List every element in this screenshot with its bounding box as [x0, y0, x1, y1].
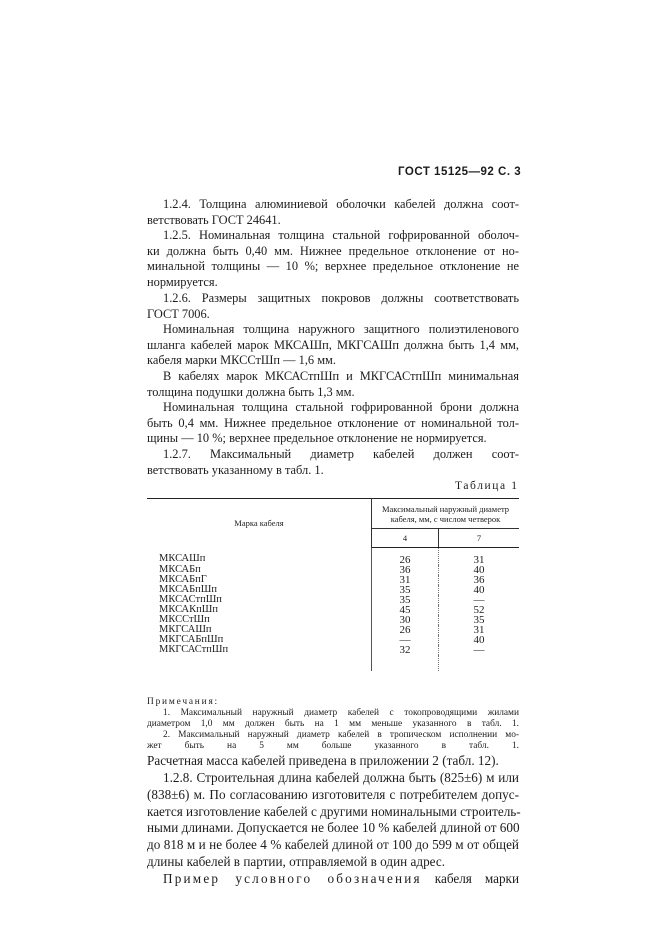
cell-value-4: 35: [372, 595, 439, 605]
text-line: кабеля марки МКССтШп — 1,6 мм.: [147, 353, 336, 368]
cell-value-4: 31: [372, 575, 439, 585]
cell-value-4: —: [372, 635, 439, 645]
text-line: 1.2.5. Номинальная толщина стальной гофрированной оболоч-: [163, 228, 519, 242]
example-tail: кабеля марки: [434, 871, 520, 886]
text-line: щины — 10 %; верхнее предельное отклонение не нормируется.: [147, 431, 487, 446]
text-line: нормируется.: [147, 274, 218, 289]
cell-brand: МКСАБпШп: [147, 585, 372, 595]
cell-brand: МКГСАБпШп: [147, 635, 372, 645]
table-notes: [147, 697, 519, 752]
column-header-diameter: Максимальный наружный диаметр кабеля, мм, с числом четверок: [372, 499, 520, 529]
paragraph-1-2-4: [147, 197, 519, 228]
text-line: ными длинами. Допускается не более 10 % кабелей длиной от 600: [147, 820, 520, 836]
text-line: до 818 м и не более 4 % кабелей длиной от 100 до 599 м от общей: [147, 837, 519, 853]
paragraph-1-2-6: [147, 291, 519, 322]
cell-value-4: 26: [372, 547, 439, 565]
cell-value-7: 35: [473, 613, 485, 626]
paragraph-armor-thickness: [147, 400, 519, 447]
cell-brand: МКГСАШп: [147, 625, 372, 635]
cell-value-4: 26: [372, 625, 439, 635]
text-line: Номинальная толщина стальной гофрированной брони должна: [163, 400, 519, 414]
text-line: 1.2.7. Максимальный диаметр кабелей должен соот-: [163, 447, 519, 461]
cell-value-4: 30: [372, 615, 439, 625]
cell-value-7: 40: [473, 633, 485, 646]
table-row-spacer: [147, 655, 519, 671]
cell-brand: МКСАШп: [147, 547, 372, 565]
text-line: 1.2.6. Размеры защитных покровов должны соответствовать: [163, 291, 519, 305]
cell-value-7: 40: [473, 563, 485, 576]
text-line: ветствовать указанному в табл. 1.: [147, 462, 324, 477]
text-line: ки должна быть 0,40 мм. Нижнее предельное отклонение от но-: [147, 243, 519, 258]
table-row: [147, 595, 519, 605]
cell-value-7: 31: [473, 553, 485, 566]
cell-brand: МКГСАСтпШп: [147, 645, 372, 655]
table-row: [147, 625, 519, 635]
text-line: 1.2.4. Толщина алюминиевой оболочки кабелей должна соот-: [163, 197, 519, 211]
note-2-line: жет быть на 5 мм больше указанного в табл. 1.: [147, 741, 519, 751]
text-line: Номинальная толщина наружного защитного полиэтиленового: [163, 322, 519, 336]
table-row: [147, 605, 519, 615]
cell-value-4: 36: [372, 565, 439, 575]
notes-title: Примечания:: [147, 697, 219, 707]
cell-value-7: 52: [473, 603, 485, 616]
table-row: [147, 565, 519, 575]
text-line: толщина подушки должна быть 1,3 мм.: [147, 384, 355, 399]
cell-value-7: —: [473, 593, 485, 606]
paragraph-example: [147, 871, 519, 888]
paragraph-1-2-5: [147, 228, 519, 290]
table-row: [147, 575, 519, 585]
table-row: [147, 645, 519, 655]
column-header-brand: Марка кабеля: [147, 499, 372, 548]
text-line: длины кабелей в партии, отправляемой в один адрес.: [147, 853, 446, 869]
text-line: шланга кабелей марок МКСАШп, МКГСАШп должна быть 1,4 мм,: [147, 337, 519, 352]
text-line: ГОСТ 7006.: [147, 306, 210, 321]
table-caption: Таблица 1: [455, 480, 519, 492]
note-1-line: 1. Максимальный наружный диаметр кабелей с токопроводящими жилами: [163, 708, 519, 718]
paragraph-mass: [147, 753, 519, 770]
paragraph-1-2-8: [147, 770, 519, 871]
column-header-4: 4: [372, 528, 439, 547]
cell-value-7: 36: [473, 573, 485, 586]
cell-brand: МКСАСтпШп: [147, 595, 372, 605]
cell-brand: МКССтШп: [147, 615, 372, 625]
cell-brand: МКСАКпШп: [147, 605, 372, 615]
table-row: [147, 547, 519, 565]
text-line: Расчетная масса кабелей приведена в приложении 2 (табл. 12).: [147, 753, 499, 768]
text-line: быть 0,4 мм. Нижнее предельное отклонение от номинальной тол-: [147, 415, 519, 430]
text-line: В кабелях марок МКСАСтпШп и МКГСАСтпШп минимальная: [163, 369, 519, 383]
cell-value-4: 45: [372, 605, 439, 615]
table-row: [147, 615, 519, 625]
note-1-line: диаметром 1,0 мм должен быть на 1 мм меньше указанного в табл. 1.: [147, 719, 519, 729]
cell-value-4: 35: [372, 585, 439, 595]
paragraph-1-2-7: [147, 447, 519, 478]
text-line: 1.2.8. Строительная длина кабелей должна быть (825±6) м или: [163, 770, 519, 785]
text-line: кается изготовление кабелей с другими номинальными строитель-: [147, 803, 521, 819]
text-line: минальной толщины — 10 %; верхнее предельное отклонение не: [147, 259, 519, 274]
table-row: [147, 585, 519, 595]
example-lead: Пример условного обозначения: [163, 871, 422, 886]
note-2-line: 2. Максимальный наружный диаметр кабелей в тропическом исполнении мо-: [163, 730, 519, 740]
cell-value-4: 32: [372, 645, 439, 655]
cell-value-7: 40: [473, 583, 485, 596]
cell-value-7: 31: [473, 623, 485, 636]
table-row: [147, 635, 519, 645]
cell-brand: МКСАБп: [147, 565, 372, 575]
paragraph-cushion-thickness: [147, 369, 519, 400]
text-line: ветствовать ГОСТ 24641.: [147, 212, 281, 227]
text-line: [147, 871, 519, 888]
paragraph-sheath-thickness: [147, 322, 519, 369]
running-header: ГОСТ 15125—92 С. 3: [398, 166, 522, 178]
cell-brand: МКСАБпГ: [147, 575, 372, 585]
cable-diameter-table: [147, 498, 519, 671]
cell-value-7: —: [473, 643, 485, 656]
column-header-7: 7: [439, 528, 520, 547]
text-line: (838±6) м. По согласованию изготовителя с потребителем допус-: [147, 786, 519, 802]
